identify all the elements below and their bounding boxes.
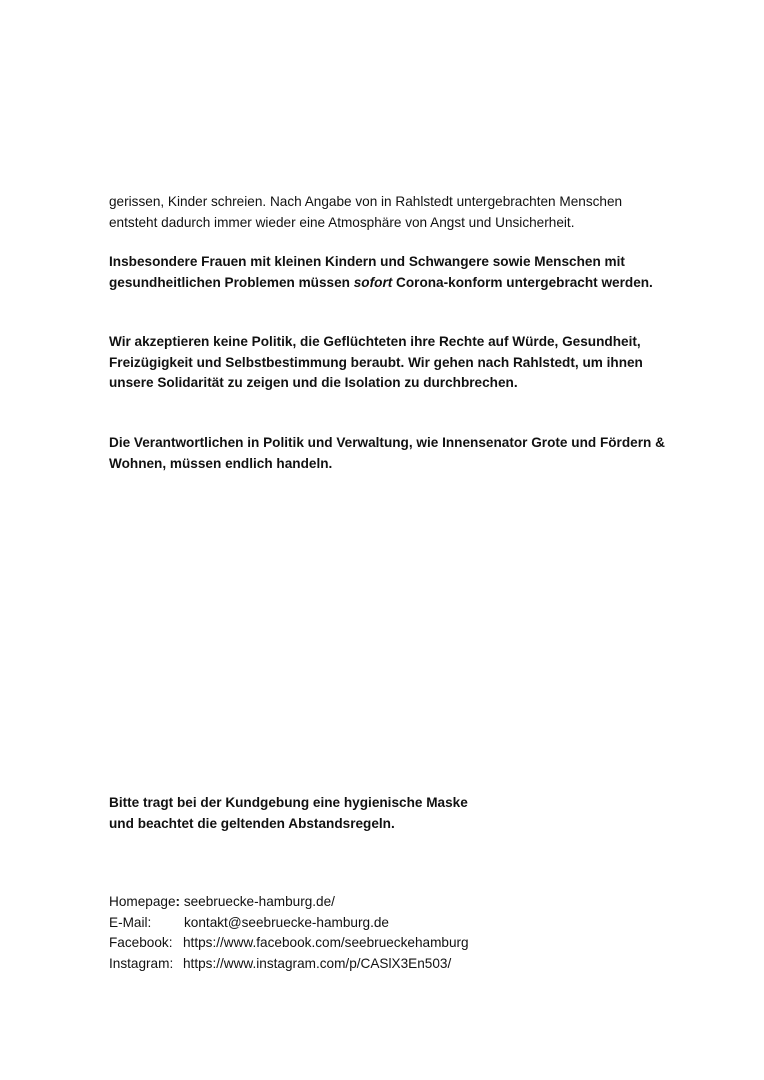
paragraph-solidarity xyxy=(109,332,709,394)
contact-homepage xyxy=(109,892,709,913)
text-line: entsteht dadurch immer wieder eine Atmosphäre von Angst und Unsicherheit. xyxy=(109,214,575,230)
facebook-label: Facebook: xyxy=(109,935,173,950)
emphasis-sofort: sofort xyxy=(353,274,393,290)
instagram-label: Instagram: xyxy=(109,955,174,971)
paragraph-responsibility xyxy=(109,433,709,474)
homepage-colon: : xyxy=(175,894,181,909)
text-segment: gesundheitlichen Problemen müssen xyxy=(109,274,354,290)
text-segment: Corona-konform untergebracht werden. xyxy=(392,274,653,290)
facebook-link[interactable]: https://www.facebook.com/seebrueckehamburg xyxy=(183,935,469,950)
homepage-label: Homepage xyxy=(109,894,176,909)
email-label: E-Mail: xyxy=(109,914,152,930)
text-line: Wohnen, müssen endlich handeln. xyxy=(109,455,333,471)
text-line: unsere Solidarität zu zeigen und die Isolation zu durchbrechen. xyxy=(109,375,518,390)
text-line xyxy=(109,273,709,294)
instagram-link[interactable]: https://www.instagram.com/p/CASlX3En503/ xyxy=(183,955,452,971)
text-line: Die Verantwortlichen in Politik und Verwaltung, wie Innensenator Grote und Fördern & xyxy=(109,435,665,450)
text-line: und beachtet die geltenden Abstandsregeln. xyxy=(109,815,395,831)
paragraph-mask-notice xyxy=(109,793,709,834)
contact-instagram xyxy=(109,954,709,975)
text-line: Insbesondere Frauen mit kleinen Kindern und Schwangere sowie Menschen mit xyxy=(109,254,625,269)
contact-facebook xyxy=(109,933,709,954)
paragraph-demand-housing xyxy=(109,252,709,293)
email-link[interactable]: kontakt@seebruecke-hamburg.de xyxy=(184,914,389,930)
text-line: Freizügigkeit und Selbstbestimmung beraubt. Wir gehen nach Rahlstedt, um ihnen xyxy=(109,354,643,370)
paragraph-atmosphere xyxy=(109,192,709,233)
contact-info xyxy=(109,892,709,974)
text-line: Bitte tragt bei der Kundgebung eine hygienische Maske xyxy=(109,795,468,810)
text-line: Wir akzeptieren keine Politik, die Geflüchteten ihre Rechte auf Würde, Gesundheit, xyxy=(109,334,641,349)
homepage-link[interactable]: seebruecke-hamburg.de/ xyxy=(180,894,335,909)
contact-email xyxy=(109,913,709,934)
text-line: gerissen, Kinder schreien. Nach Angabe von in Rahlstedt untergebrachten Menschen xyxy=(109,194,623,209)
